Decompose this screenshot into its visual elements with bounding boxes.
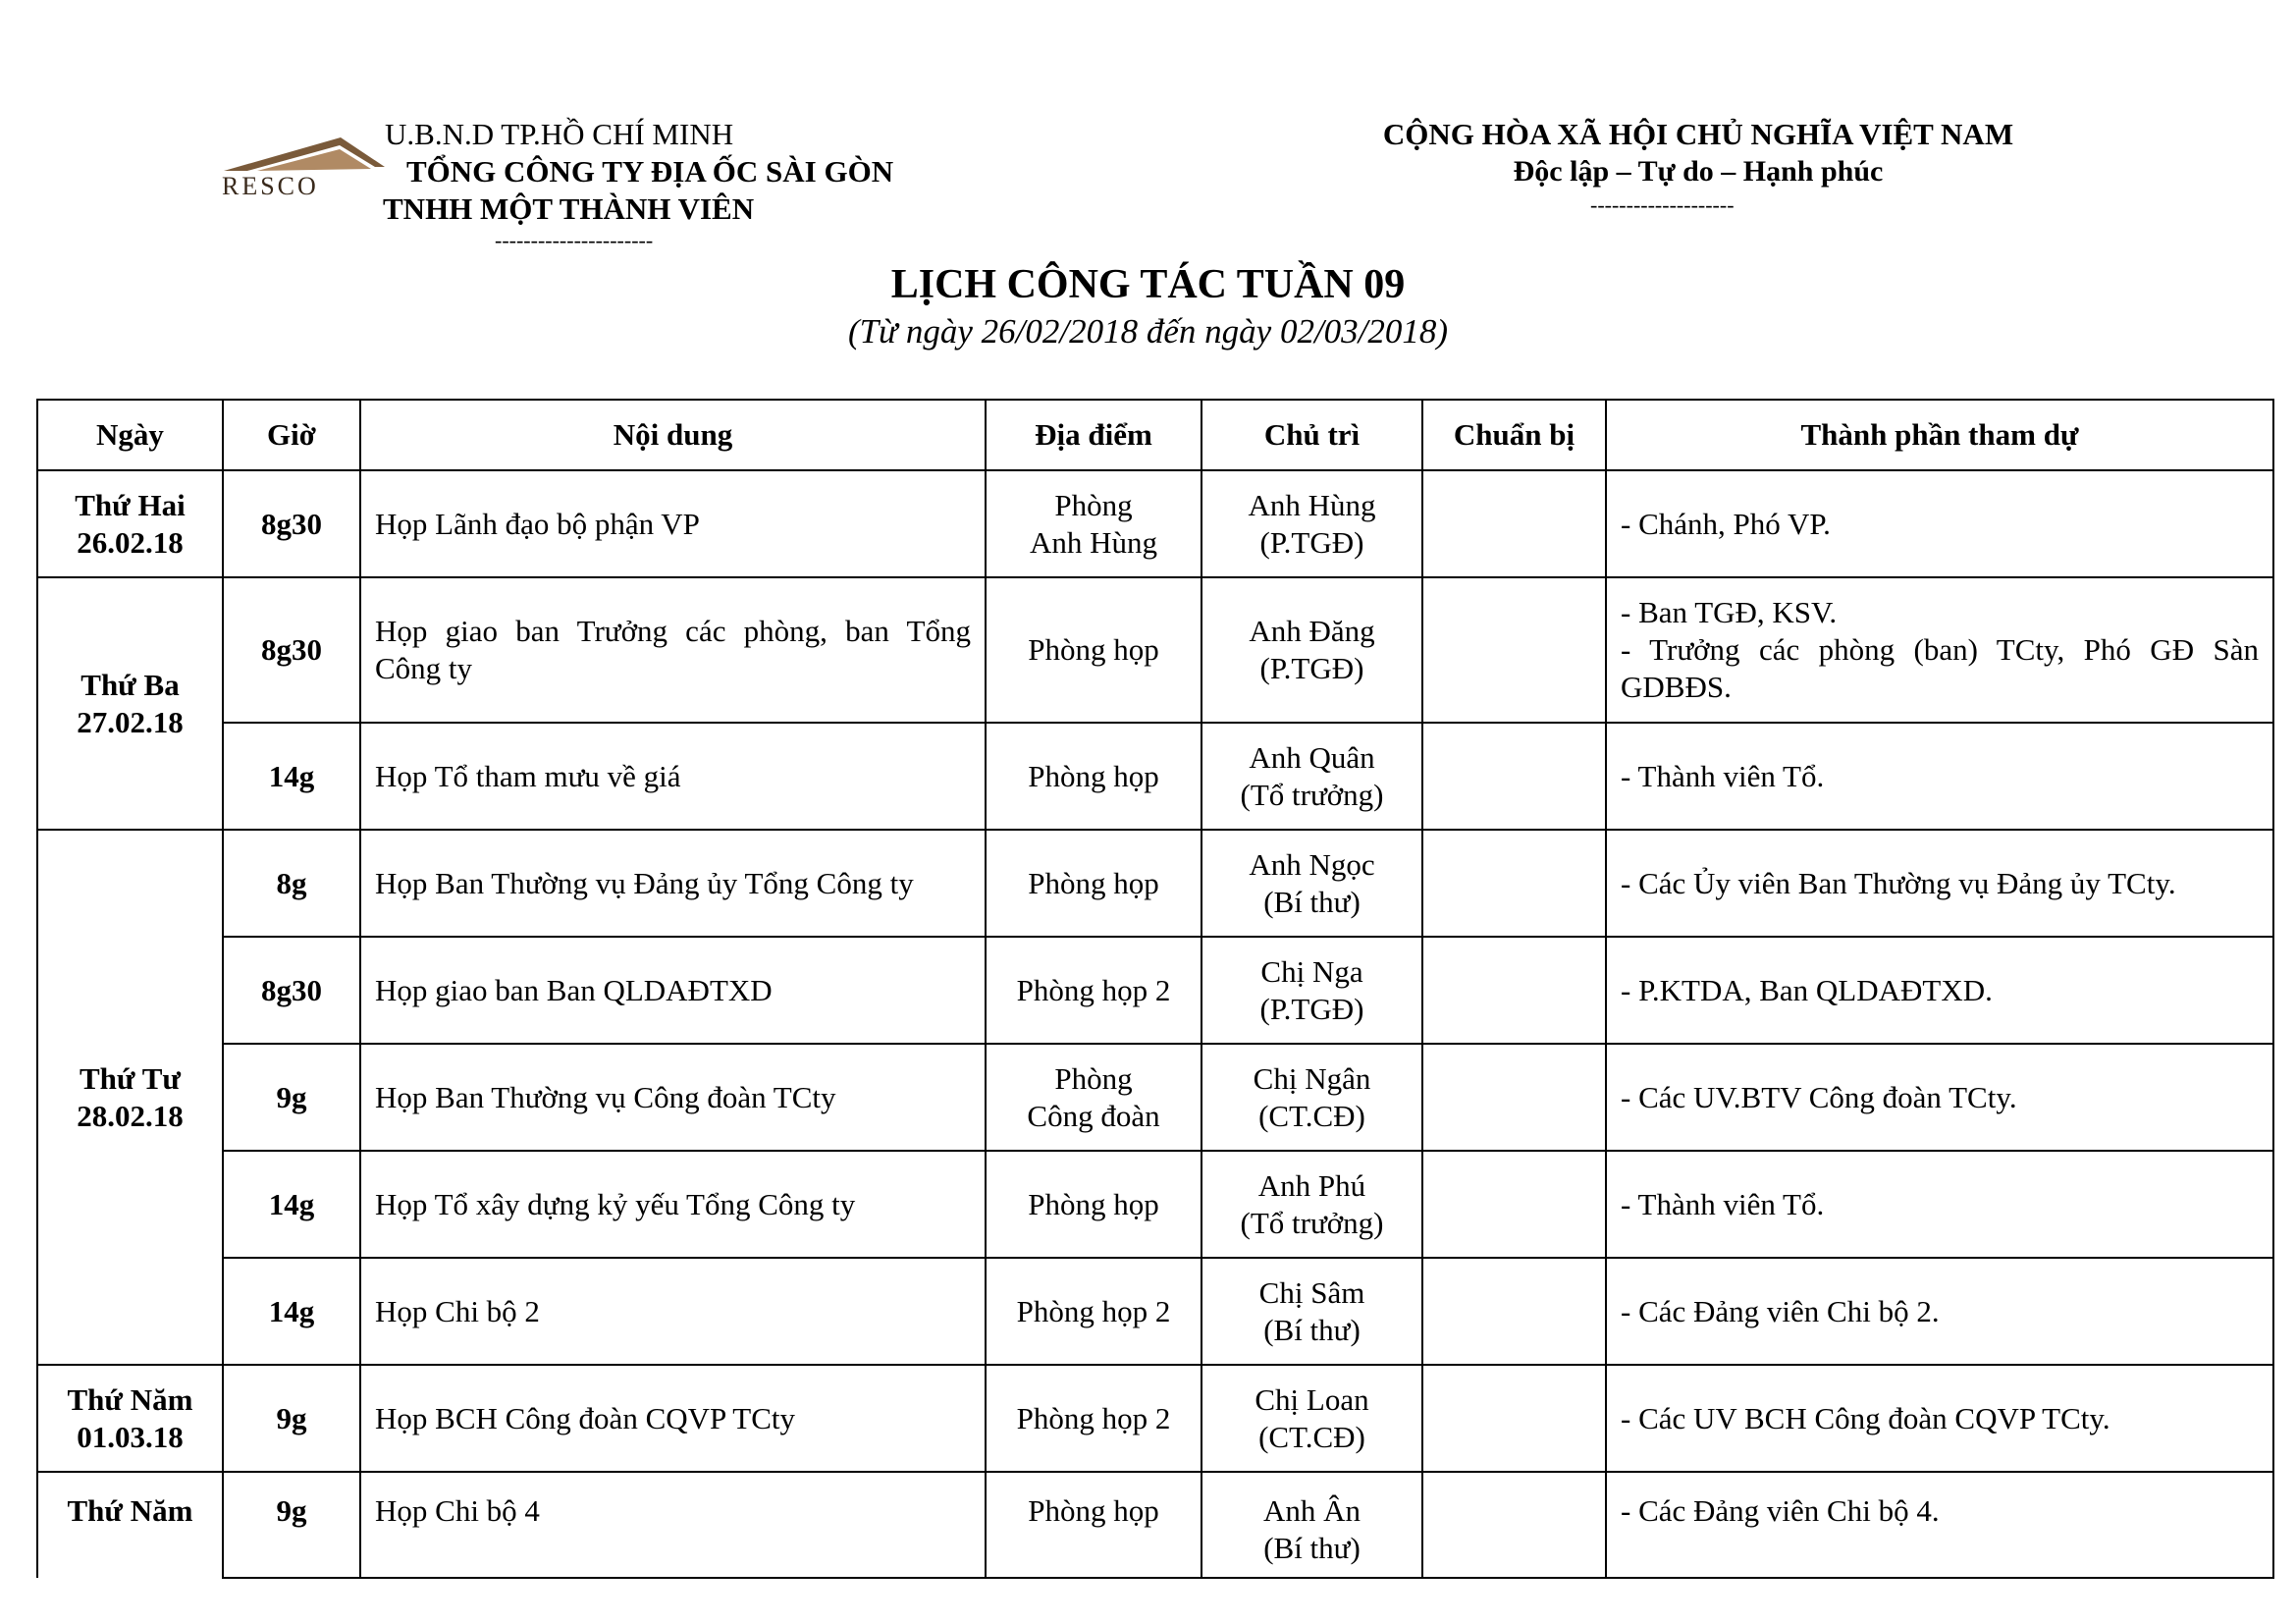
content-cell: Họp Ban Thường vụ Đảng ủy Tổng Công ty (360, 830, 986, 937)
content-cell: Họp giao ban Trưởng các phòng, ban Tổng Công ty (360, 577, 986, 723)
nation-divider: -------------------- (1590, 192, 1735, 217)
table-row (37, 1258, 2273, 1365)
table-row (37, 470, 2273, 577)
content-cell: Họp Lãnh đạo bộ phận VP (360, 470, 986, 577)
prep-cell (1422, 1258, 1606, 1365)
page-subtitle: (Từ ngày 26/02/2018 đến ngày 02/03/2018) (847, 312, 1449, 351)
col-header-content: Nội dung (360, 400, 986, 470)
time-cell: 8g30 (223, 937, 360, 1044)
time-cell: 8g30 (223, 470, 360, 577)
place-cell: Phòng họp 2 (986, 1258, 1201, 1365)
table-row (37, 1151, 2273, 1258)
place-cell: Phòng Công đoàn (986, 1044, 1201, 1151)
schedule-table (36, 399, 2274, 1579)
host-cell: Anh Ân (Bí thư) (1201, 1472, 1422, 1578)
attendees-cell: - Các Đảng viên Chi bộ 4. (1606, 1472, 2273, 1578)
host-cell: Anh Ngọc (Bí thư) (1201, 830, 1422, 937)
prep-cell (1422, 1151, 1606, 1258)
prep-cell (1422, 1472, 1606, 1578)
content-cell: Họp Tổ tham mưu về giá (360, 723, 986, 830)
org-divider: ---------------------- (495, 228, 654, 252)
time-cell: 14g (223, 723, 360, 830)
col-header-time: Giờ (223, 400, 360, 470)
attendees-cell: - Thành viên Tổ. (1606, 723, 2273, 830)
content-cell: Họp Chi bộ 4 (360, 1472, 986, 1578)
table-row (37, 830, 2273, 937)
col-header-date: Ngày (37, 400, 223, 470)
host-cell: Anh Phú (Tổ trưởng) (1201, 1151, 1422, 1258)
host-cell: Chị Sâm (Bí thư) (1201, 1258, 1422, 1365)
time-cell: 8g30 (223, 577, 360, 723)
day-cell-thu: Thứ Năm 01.03.18 (37, 1365, 223, 1472)
attendees-cell: - Ban TGĐ, KSV. - Trưởng các phòng (ban) TCty, Phó GĐ Sàn GDBĐS. (1606, 577, 2273, 723)
place-cell: Phòng họp (986, 577, 1201, 723)
content-cell: Họp Tổ xây dựng kỷ yếu Tổng Công ty (360, 1151, 986, 1258)
prep-cell (1422, 577, 1606, 723)
place-cell: Phòng họp (986, 830, 1201, 937)
content-cell: Họp Ban Thường vụ Công đoàn TCty (360, 1044, 986, 1151)
attendees-cell: - Các UV BCH Công đoàn CQVP TCty. (1606, 1365, 2273, 1472)
attendees-cell: - Chánh, Phó VP. (1606, 470, 2273, 577)
host-cell: Anh Hùng (P.TGĐ) (1201, 470, 1422, 577)
prep-cell (1422, 723, 1606, 830)
time-cell: 9g (223, 1365, 360, 1472)
content-cell: Họp giao ban Ban QLDAĐTXD (360, 937, 986, 1044)
table-row (37, 577, 2273, 723)
page-title: LỊCH CÔNG TÁC TUẦN 09 (890, 262, 1406, 307)
nation-name: CỘNG HÒA XÃ HỘI CHỦ NGHĨA VIỆT NAM (1382, 117, 2014, 151)
time-cell: 9g (223, 1472, 360, 1578)
org-line2: TỔNG CÔNG TY ĐỊA ỐC SÀI GÒN (406, 154, 894, 189)
day-cell-thu2: Thứ Năm (37, 1472, 223, 1578)
time-cell: 8g (223, 830, 360, 937)
table-row (37, 1365, 2273, 1472)
time-cell: 14g (223, 1151, 360, 1258)
table-header-row (37, 400, 2273, 470)
attendees-cell: - Các Ủy viên Ban Thường vụ Đảng ủy TCty. (1606, 830, 2273, 937)
col-header-host: Chủ trì (1201, 400, 1422, 470)
place-cell: Phòng họp 2 (986, 1365, 1201, 1472)
prep-cell (1422, 830, 1606, 937)
time-cell: 14g (223, 1258, 360, 1365)
time-cell: 9g (223, 1044, 360, 1151)
org-line3: TNHH MỘT THÀNH VIÊN (383, 191, 755, 226)
col-header-prep: Chuẩn bị (1422, 400, 1606, 470)
nation-motto: Độc lập – Tự do – Hạnh phúc (1513, 155, 1884, 188)
attendees-cell: - Thành viên Tổ. (1606, 1151, 2273, 1258)
day-cell-wed: Thứ Tư 28.02.18 (37, 830, 223, 1365)
content-cell: Họp Chi bộ 2 (360, 1258, 986, 1365)
col-header-place: Địa điểm (986, 400, 1201, 470)
prep-cell (1422, 937, 1606, 1044)
host-cell: Chị Ngân (CT.CĐ) (1201, 1044, 1422, 1151)
host-cell: Chị Loan (CT.CĐ) (1201, 1365, 1422, 1472)
day-cell-mon: Thứ Hai 26.02.18 (37, 470, 223, 577)
org-line1: U.B.N.D TP.HỒ CHÍ MINH (385, 117, 734, 151)
day-cell-tue: Thứ Ba 27.02.18 (37, 577, 223, 830)
prep-cell (1422, 470, 1606, 577)
host-cell: Chị Nga (P.TGĐ) (1201, 937, 1422, 1044)
col-header-attendees: Thành phần tham dự (1606, 400, 2273, 470)
table-row (37, 1044, 2273, 1151)
logo-text: RESCO (222, 172, 319, 200)
attendees-cell: - Các UV.BTV Công đoàn TCty. (1606, 1044, 2273, 1151)
prep-cell (1422, 1365, 1606, 1472)
resco-logo (218, 132, 385, 200)
host-cell: Anh Quân (Tổ trưởng) (1201, 723, 1422, 830)
place-cell: Phòng họp (986, 723, 1201, 830)
host-cell: Anh Đăng (P.TGĐ) (1201, 577, 1422, 723)
place-cell: Phòng họp 2 (986, 937, 1201, 1044)
prep-cell (1422, 1044, 1606, 1151)
table-row (37, 723, 2273, 830)
org-header (383, 116, 893, 228)
place-cell: Phòng họp (986, 1151, 1201, 1258)
attendees-cell: - Các Đảng viên Chi bộ 2. (1606, 1258, 2273, 1365)
nation-header (1256, 116, 2140, 190)
table-row (37, 1472, 2273, 1578)
place-cell: Phòng họp (986, 1472, 1201, 1578)
attendees-cell: - P.KTDA, Ban QLDAĐTXD. (1606, 937, 2273, 1044)
place-cell: Phòng Anh Hùng (986, 470, 1201, 577)
table-row (37, 937, 2273, 1044)
content-cell: Họp BCH Công đoàn CQVP TCty (360, 1365, 986, 1472)
